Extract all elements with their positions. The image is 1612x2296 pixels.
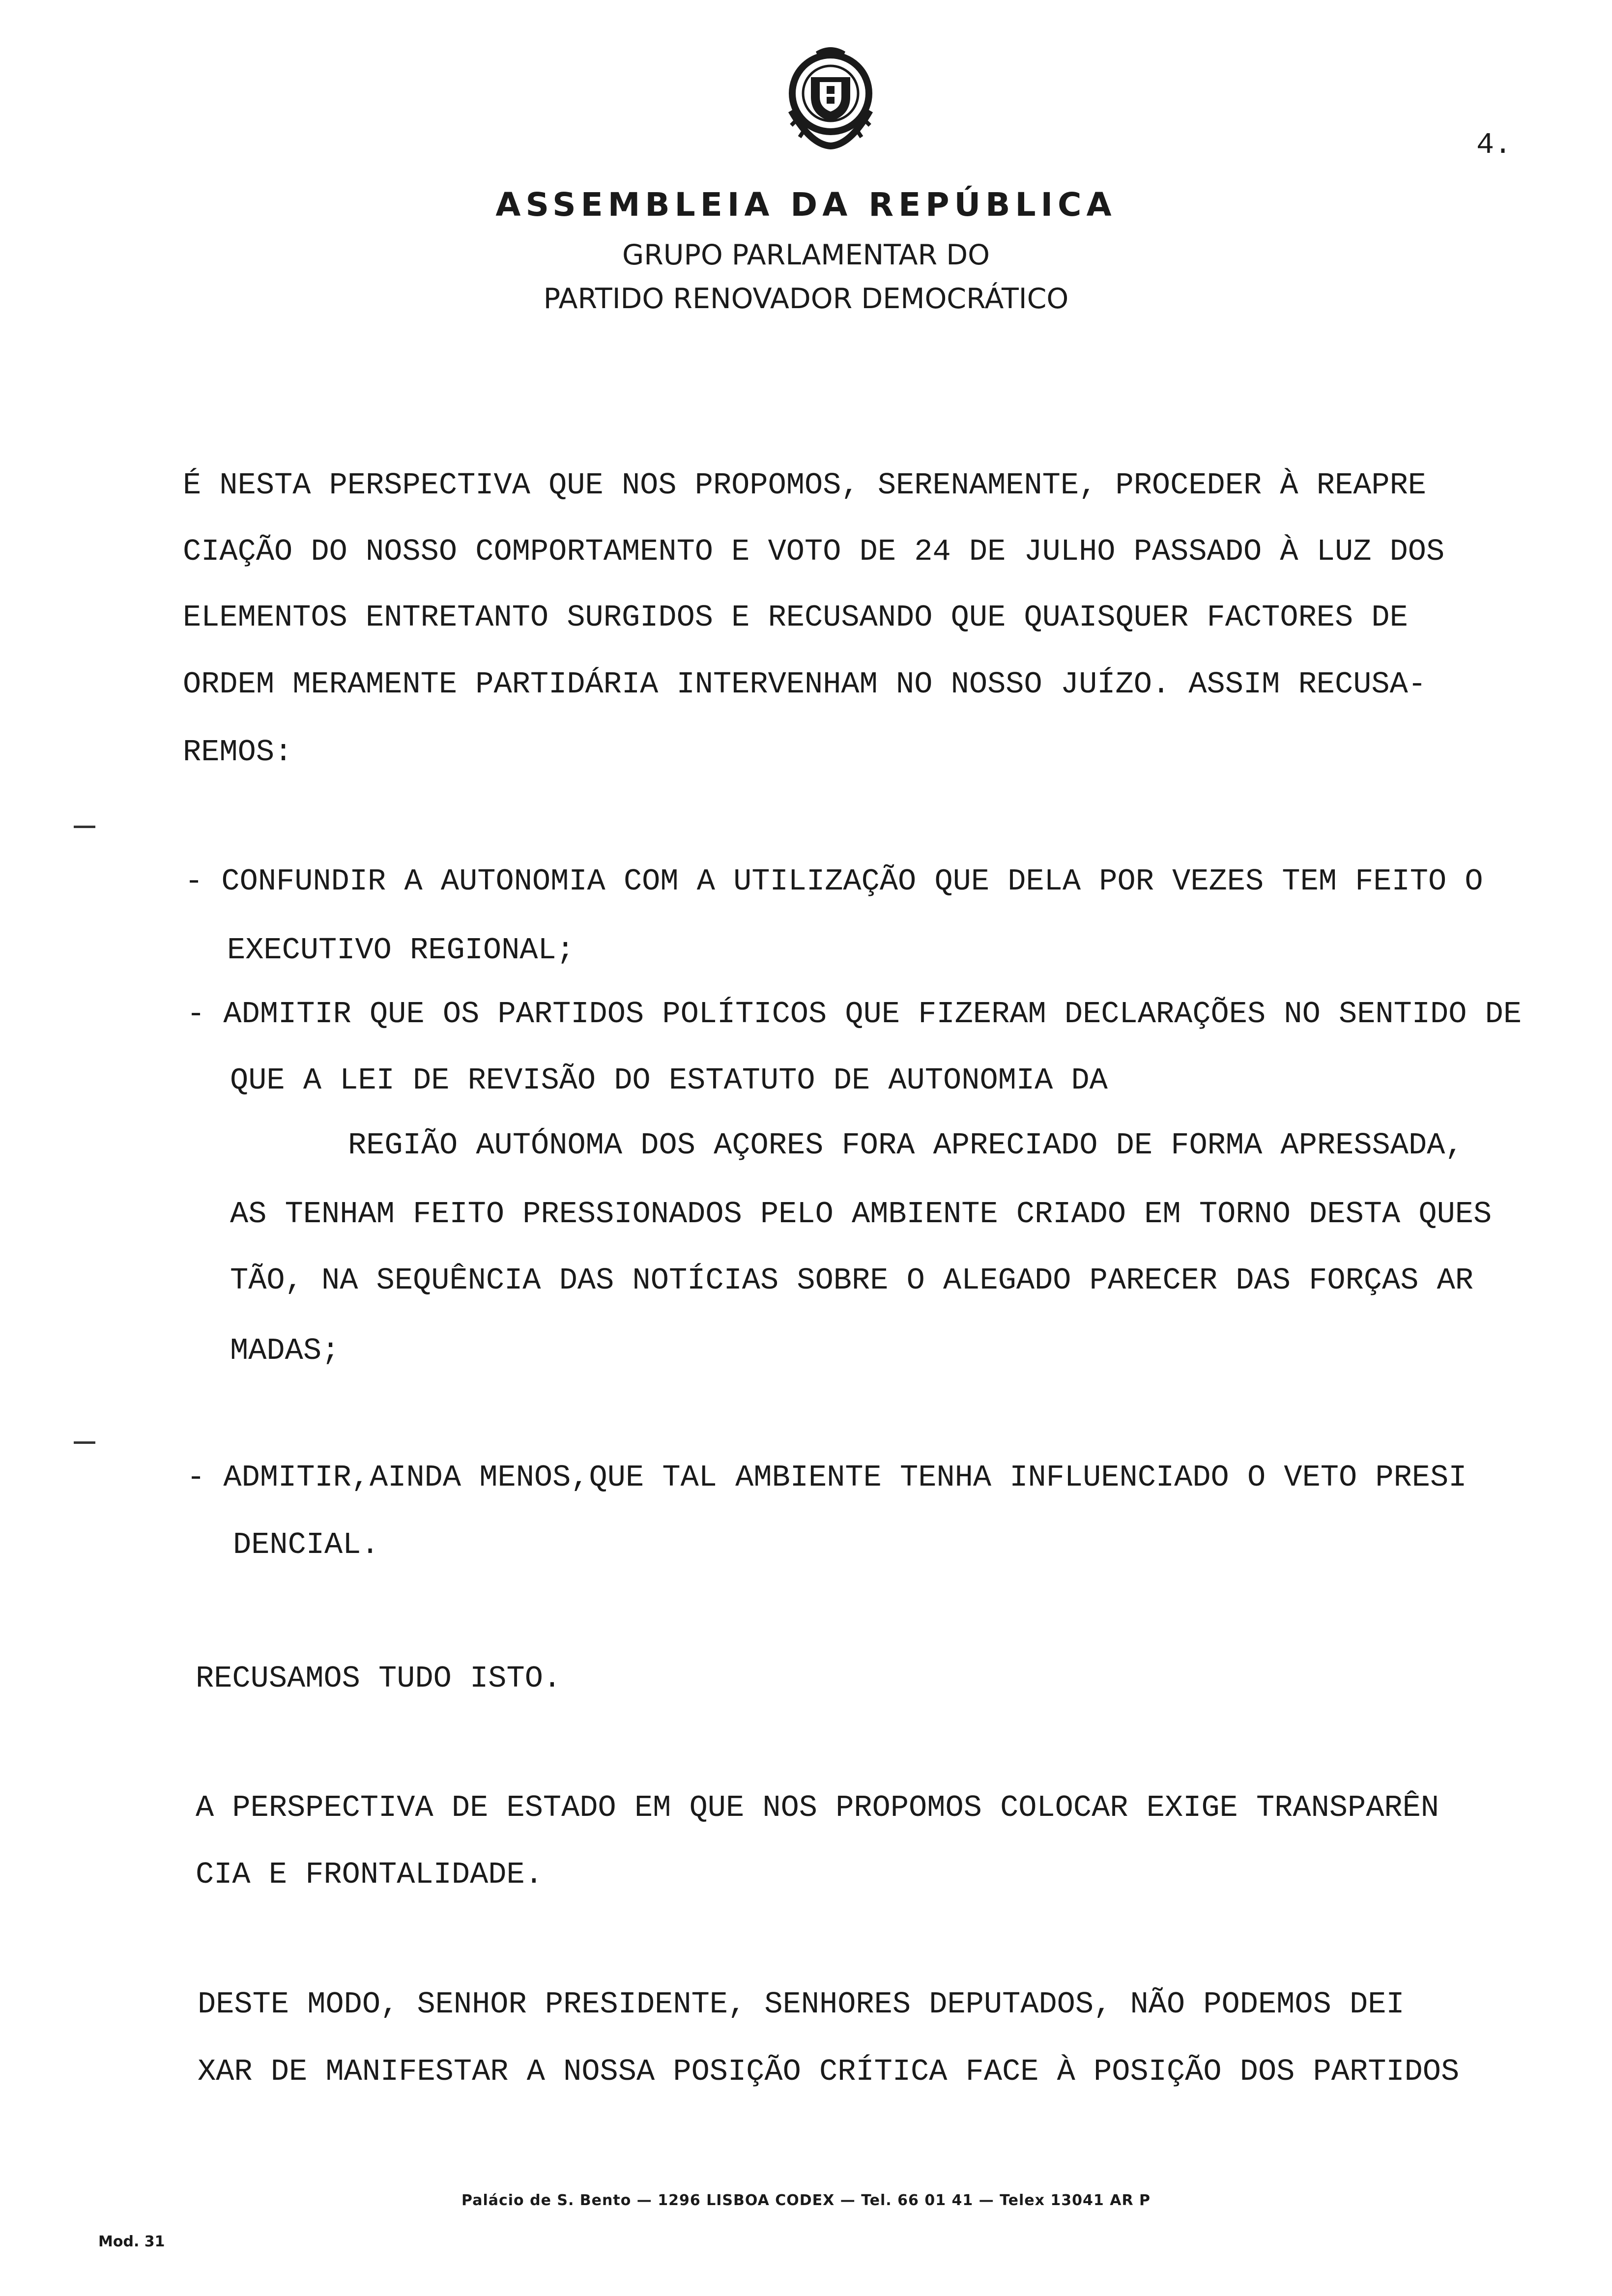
page-number: 4. (1476, 129, 1512, 162)
text-line: - CONFUNDIR A AUTONOMIA COM A UTILIZAÇÃO QUE DELA POR VEZES TEM FEITO O (185, 864, 1483, 899)
form-code: Mod. 31 (98, 2233, 165, 2250)
paragraph-refusal: RECUSAMOS TUDO ISTO. (196, 1661, 562, 1696)
text-line: CIAÇÃO DO NOSSO COMPORTAMENTO E VOTO DE 24 DE JULHO PASSADO À LUZ DOS (183, 534, 1445, 569)
text-line: REMOS: (183, 735, 293, 770)
text-line: TÃO, NA SEQUÊNCIA DAS NOTÍCIAS SOBRE O ALEGADO PARECER DAS FORÇAS AR (230, 1263, 1474, 1298)
text-line: ORDEM MERAMENTE PARTIDÁRIA INTERVENHAM NO NOSSO JUÍZO. ASSIM RECUSA- (183, 667, 1427, 702)
text-line: DESTE MODO, SENHOR PRESIDENTE, SENHORES DEPUTADOS, NÃO PODEMOS DEI (198, 1987, 1405, 2022)
text-line: QUE A LEI DE REVISÃO DO ESTATUTO DE AUTONOMIA DA (230, 1063, 1108, 1098)
text-line: DENCIAL. (233, 1527, 379, 1562)
text-line: - ADMITIR,AINDA MENOS,QUE TAL AMBIENTE TENHA INFLUENCIADO O VETO PRESI (187, 1460, 1467, 1495)
text-line: EXECUTIVO REGIONAL; (227, 933, 575, 968)
text-line: XAR DE MANIFESTAR A NOSSA POSIÇÃO CRÍTICA FACE À POSIÇÃO DOS PARTIDOS (198, 2054, 1460, 2089)
text-line: ELEMENTOS ENTRETANTO SURGIDOS E RECUSANDO QUE QUAISQUER FACTORES DE (183, 600, 1408, 635)
text-line: A PERSPECTIVA DE ESTADO EM QUE NOS PROPOMOS COLOCAR EXIGE TRANSPARÊN (196, 1790, 1439, 1825)
margin-mark (74, 826, 95, 828)
text-line: AS TENHAM FEITO PRESSIONADOS PELO AMBIENTE CRIADO EM TORNO DESTA QUES (230, 1197, 1492, 1232)
footer-address: Palácio de S. Bento — 1296 LISBOA CODEX — Tel. 66 01 41 — Telex 13041 AR P (461, 2192, 1151, 2209)
text-line: REGIÃO AUTÓNOMA DOS AÇORES FORA APRECIADO DE FORMA APRESSADA, (348, 1128, 1464, 1163)
margin-mark (74, 1441, 95, 1444)
text-line: É NESTA PERSPECTIVA QUE NOS PROPOMOS, SERENAMENTE, PROCEDER À REAPRE (183, 468, 1427, 503)
parliamentary-group: GRUPO PARLAMENTAR DO (622, 239, 990, 271)
text-line: MADAS; (230, 1333, 340, 1368)
text-line: CIA E FRONTALIDADE. (196, 1857, 543, 1892)
coat-of-arms-icon (781, 47, 880, 152)
party-name: PARTIDO RENOVADOR DEMOCRÁTICO (543, 283, 1069, 315)
institution-title: ASSEMBLEIA DA REPÚBLICA (495, 186, 1117, 224)
text-line: - ADMITIR QUE OS PARTIDOS POLÍTICOS QUE FIZERAM DECLARAÇÕES NO SENTIDO DE (187, 997, 1522, 1032)
